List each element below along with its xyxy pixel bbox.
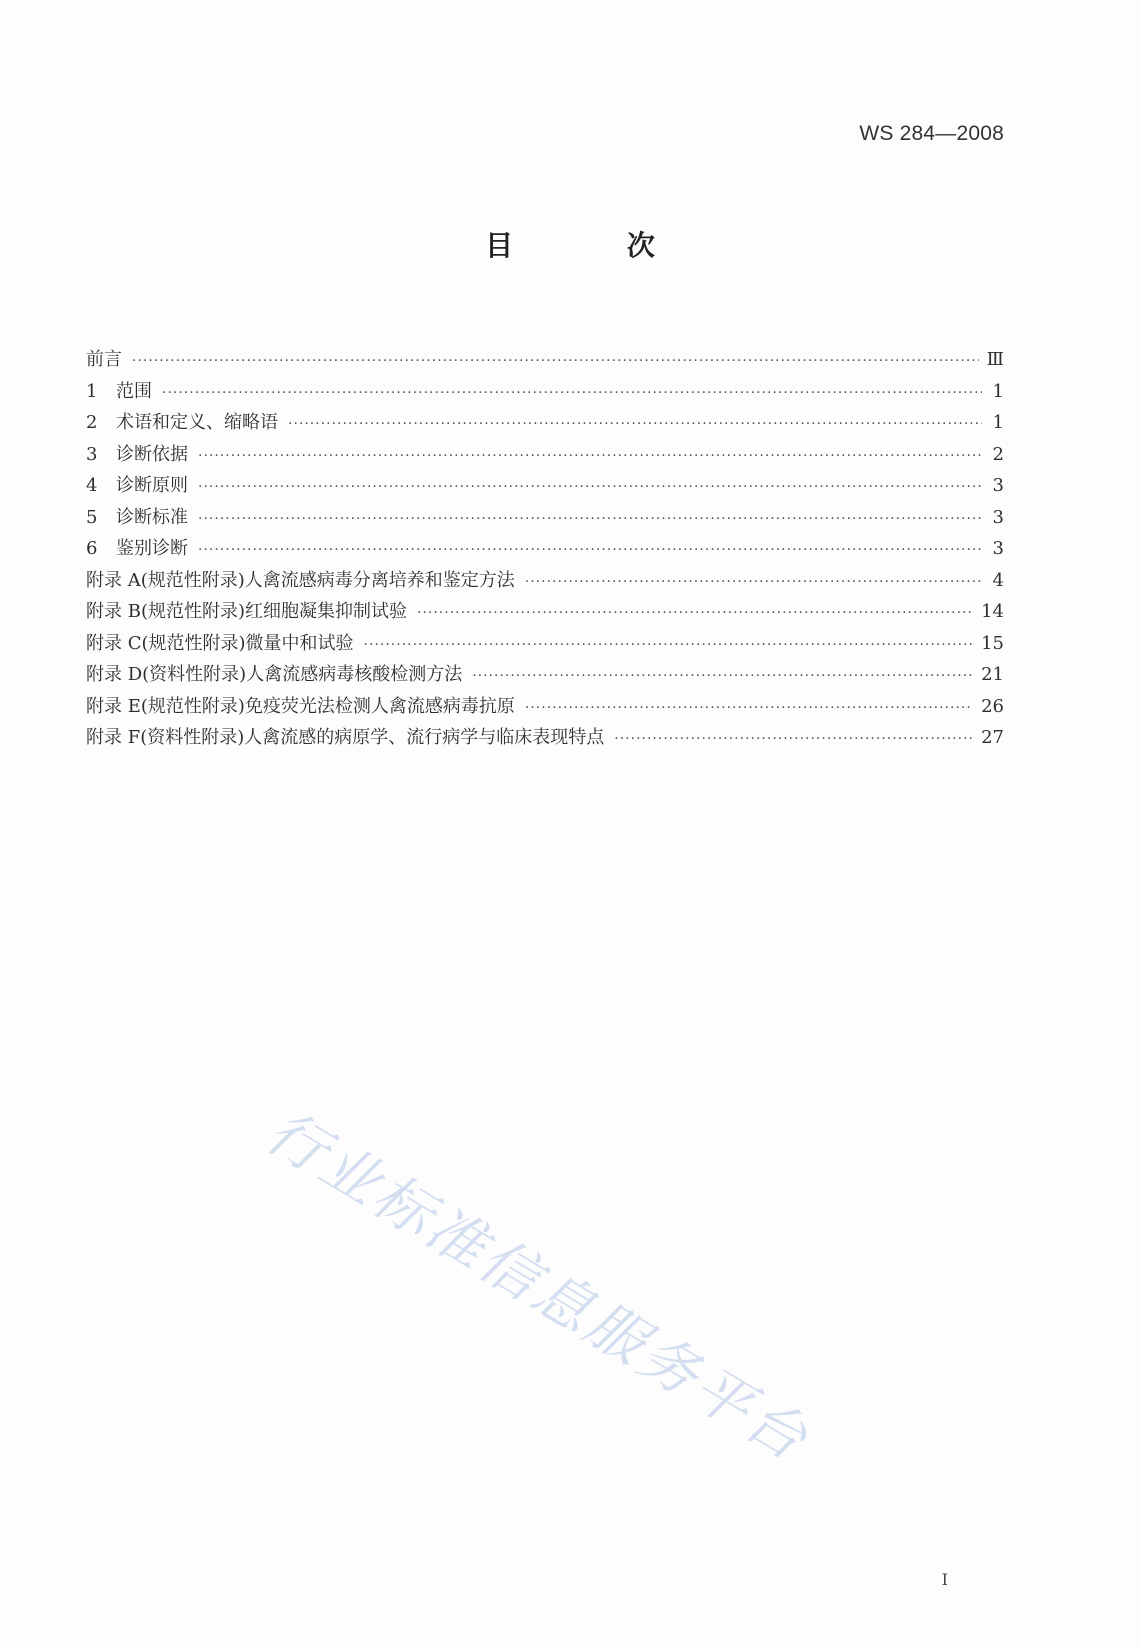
toc-entry-label: 诊断原则 — [116, 475, 188, 496]
dot-leader — [198, 441, 982, 473]
toc-entry-appendix-b[interactable] — [86, 596, 1004, 628]
dot-leader — [525, 693, 973, 725]
toc-entry-foreword[interactable] — [86, 344, 1004, 376]
toc-entry-label: 附录 C(规范性附录)微量中和试验 — [86, 632, 354, 654]
toc-entry-appendix-d[interactable] — [86, 659, 1004, 691]
toc-entry-page: 3 — [992, 475, 1004, 496]
dot-leader — [162, 378, 982, 410]
dot-leader — [198, 504, 982, 536]
toc-entry-page: 26 — [981, 695, 1004, 717]
toc-entry-number: 3 — [86, 443, 98, 465]
toc-entry-5[interactable] — [86, 502, 1004, 534]
toc-entry-label: 附录 E(规范性附录)免疫荧光法检测人禽流感病毒抗原 — [86, 695, 515, 717]
toc-entry-label: 附录 D(资料性附录)人禽流感病毒核酸检测方法 — [86, 664, 463, 685]
dot-leader — [288, 409, 982, 441]
toc-entry-number: 1 — [86, 380, 98, 402]
toc-entry-label: 附录 B(规范性附录)红细胞凝集抑制试验 — [86, 601, 407, 622]
toc-entry-page: 15 — [981, 632, 1004, 654]
toc-entry-label: 鉴别诊断 — [116, 538, 188, 559]
toc-entry-label: 诊断标准 — [116, 506, 188, 528]
toc-entry-number: 4 — [86, 475, 98, 496]
toc-entry-1[interactable] — [86, 376, 1004, 408]
toc-entry-page: 14 — [981, 601, 1004, 622]
toc-entry-label: 术语和定义、缩略语 — [116, 412, 278, 433]
toc-entry-appendix-a[interactable] — [86, 565, 1004, 597]
dot-leader — [364, 630, 974, 662]
toc-entry-number: 5 — [86, 506, 98, 528]
toc-entry-page: 1 — [992, 412, 1004, 433]
toc-entry-page: 3 — [992, 506, 1004, 528]
toc-entry-page: 27 — [981, 727, 1004, 748]
toc-entry-number: 2 — [86, 412, 98, 433]
watermark-text: 行业标准信息服务平台 — [254, 1097, 822, 1475]
toc-entry-page: 4 — [992, 569, 1004, 591]
toc-entry-number: 6 — [86, 538, 98, 559]
dot-leader — [525, 567, 982, 599]
table-of-contents — [86, 344, 1004, 754]
toc-entry-label: 范围 — [116, 380, 152, 402]
page-number: I — [941, 1570, 948, 1589]
toc-entry-label: 附录 F(资料性附录)人禽流感的病原学、流行病学与临床表现特点 — [86, 727, 605, 748]
toc-entry-page: Ⅲ — [986, 349, 1004, 370]
toc-entry-6[interactable] — [86, 533, 1004, 565]
toc-entry-3[interactable] — [86, 439, 1004, 471]
dot-leader — [417, 598, 973, 630]
toc-entry-4[interactable] — [86, 470, 1004, 502]
toc-entry-page: 3 — [992, 538, 1004, 559]
toc-entry-2[interactable] — [86, 407, 1004, 439]
toc-entry-page: 1 — [992, 380, 1004, 402]
toc-entry-label: 诊断依据 — [116, 443, 188, 465]
dot-leader — [132, 346, 979, 378]
dot-leader — [198, 535, 982, 567]
toc-entry-page: 21 — [981, 664, 1004, 685]
toc-entry-appendix-f[interactable] — [86, 722, 1004, 754]
toc-entry-label: 前言 — [86, 349, 122, 370]
toc-entry-label: 附录 A(规范性附录)人禽流感病毒分离培养和鉴定方法 — [86, 569, 515, 591]
document-code: WS 284—2008 — [859, 122, 1004, 145]
dot-leader — [472, 661, 973, 693]
toc-entry-appendix-c[interactable] — [86, 628, 1004, 660]
page-title: 目 次 — [485, 229, 707, 262]
dot-leader — [614, 724, 973, 756]
toc-entry-appendix-e[interactable] — [86, 691, 1004, 723]
toc-entry-page: 2 — [992, 443, 1004, 465]
dot-leader — [198, 472, 982, 504]
